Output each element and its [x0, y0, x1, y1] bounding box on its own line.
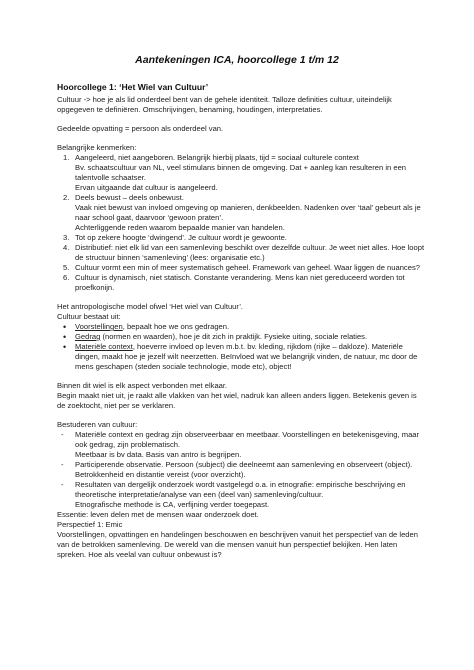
bullet-icon: •: [63, 322, 67, 332]
feature-subtext: Achterliggende reden waarom bepaalde manier van handelen.: [75, 223, 285, 232]
shared-definition: Gedeelde opvatting = persoon als onderdeel van.: [57, 124, 224, 133]
section-heading: Hoorcollege 1: ‘Het Wiel van Cultuur’: [57, 82, 209, 92]
component-text: , hoeverre invloed op leven m.b.t. bv. kleding, rijkdom (rijke – dakloze). Materiële dingen, maakt hoe je jezelf wilt neerzetten. Beïnvloed wat we belangrijk vinden, de natuur, mc door de mens geschapen (steden sociale technologie, mode etc), object!: [75, 342, 418, 371]
component-term: Voorstellingen: [75, 322, 123, 331]
components-list: [57, 322, 427, 372]
feature-number: 2.: [63, 193, 70, 202]
feature-text: Deels bewust – deels onbewust.: [75, 193, 184, 202]
study-item: [57, 480, 427, 510]
feature-subtext: Bv. schaatscultuur van NL, veel stimulans binnen de omgeving. Dat + aanleg kan resulteren in een talentvolle schaatser.: [75, 163, 407, 182]
study-subtext: Meetbaar is bv data. Basis van antro is begrijpen.: [75, 450, 242, 459]
study-text: Materiële context en gedrag zijn observeerbaar en meetbaar. Voorstellingen en betekenisgeving, maar ook gedrag, zijn problematisch.: [75, 430, 420, 449]
document-title: Aantekeningen ICA, hoorcollege 1 t/m 12: [135, 54, 339, 66]
dash-marker: -: [61, 480, 64, 489]
feature-number: 6.: [63, 273, 70, 282]
feature-subtext: Vaak niet bewust van invloed omgeving op manieren, denkbeelden. Nadenken over ‘taal’ gebeurt als je naar school gaat, daarvoor ‘gewoon praten’.: [75, 203, 421, 222]
intro-paragraph: Cultuur -> hoe je als lid onderdeel bent van de gehele identiteit. Talloze definities cultuur, uiteindelijk opgegeven te definiëren. Omschrijvingen, benaming, houdingen, interpretaties.: [57, 95, 392, 114]
study-item: [57, 460, 427, 480]
study-text: Participerende observatie. Persoon (subject) die deelneemt aan samenleving en observeert (object). Betrokkenheid en distantie vereist (voor overzicht).: [75, 460, 413, 479]
feature-number: 5.: [63, 263, 70, 272]
model-line: Het antropologische model ofwel ‘Het wiel van Cultuur’.: [57, 302, 243, 311]
feature-text: Aangeleerd, niet aangeboren. Belangrijk hierbij plaats, tijd = sociaal culturele context: [75, 153, 359, 162]
dash-marker: -: [61, 430, 64, 439]
model-line: Cultuur bestaat uit:: [57, 312, 121, 321]
features-list: [57, 153, 427, 293]
study-label: Bestuderen van cultuur:: [57, 420, 138, 429]
feature-item: [57, 263, 427, 273]
component-item: [57, 332, 427, 342]
bullet-icon: •: [63, 332, 67, 342]
begin-paragraph: Begin maakt niet uit, je raakt alle vlakken van het wiel, nadruk kan alleen anders liggen. Betekenis geven is de zoektocht, niet per se verklaren.: [57, 391, 417, 410]
feature-item: [57, 233, 427, 243]
feature-item: [57, 273, 427, 293]
feature-text: Tot op zekere hoogte ‘dwingend’. Je cultuur wordt je gewoonte.: [75, 233, 287, 242]
study-text: Resultaten van dergelijk onderzoek wordt vastgelegd o.a. in etnografie: empirische beschrijving en theoretische interpretatie/analyse van een (deel van) samenleving/cultuur.: [75, 480, 406, 499]
wheel-paragraph: Binnen dit wiel is elk aspect verbonden met elkaar.: [57, 381, 228, 390]
component-term: Gedrag: [75, 332, 101, 341]
features-label: Belangrijke kenmerken:: [57, 143, 137, 152]
study-list: [57, 430, 427, 510]
component-text: (normen en waarden), hoe je dit zich in praktijk. Fysieke uiting, sociale relaties.: [100, 332, 368, 341]
feature-number: 4.: [63, 243, 70, 252]
perspective-line: Perspectief 1: Emic: [57, 520, 123, 529]
component-item: [57, 342, 427, 372]
feature-item: [57, 153, 427, 193]
feature-subtext: Ervan uitgaande dat cultuur is aangeleerd.: [75, 183, 218, 192]
feature-item: [57, 193, 427, 233]
feature-number: 3.: [63, 233, 70, 242]
essence-line: Essentie: leven delen met de mensen waar onderzoek doet.: [57, 510, 259, 519]
feature-number: 1.: [63, 153, 70, 162]
component-item: [57, 322, 427, 332]
feature-item: [57, 243, 427, 263]
component-term: Materiële context: [75, 342, 133, 351]
component-text: , bepaalt hoe we ons gedragen.: [122, 322, 230, 331]
closing-paragraph: Voorstellingen, opvattingen en handelingen beschouwen en beschrijven vanuit het perspectief van de leden van de betrokken samenleving. De wereld van die mensen vanuit hun perspectief bekijken. Hen laten spreken. Hoe als veelal van cultuur onbewust is?: [57, 530, 418, 559]
bullet-icon: •: [63, 342, 67, 352]
document-body: [57, 82, 427, 560]
feature-text: Cultuur vormt een min of meer systematisch geheel. Framework van geheel. Waar liggen de nuances?: [75, 263, 420, 272]
study-subtext: Etnografische methode is CA, verfijning verder toegepast.: [75, 500, 270, 509]
study-item: [57, 430, 427, 460]
feature-text: Cultuur is dynamisch, niet statisch. Constante verandering. Mens kan niet gereduceerd worden tot proefkonijn.: [75, 273, 405, 292]
dash-marker: -: [61, 460, 64, 469]
feature-text: Distributief: niet elk lid van een samenleving beschikt over dezelfde cultuur. Je weet niet alles. Hoe loopt de structuur binnen ‘samenleving’ (lees: organisatie etc.): [75, 243, 425, 262]
